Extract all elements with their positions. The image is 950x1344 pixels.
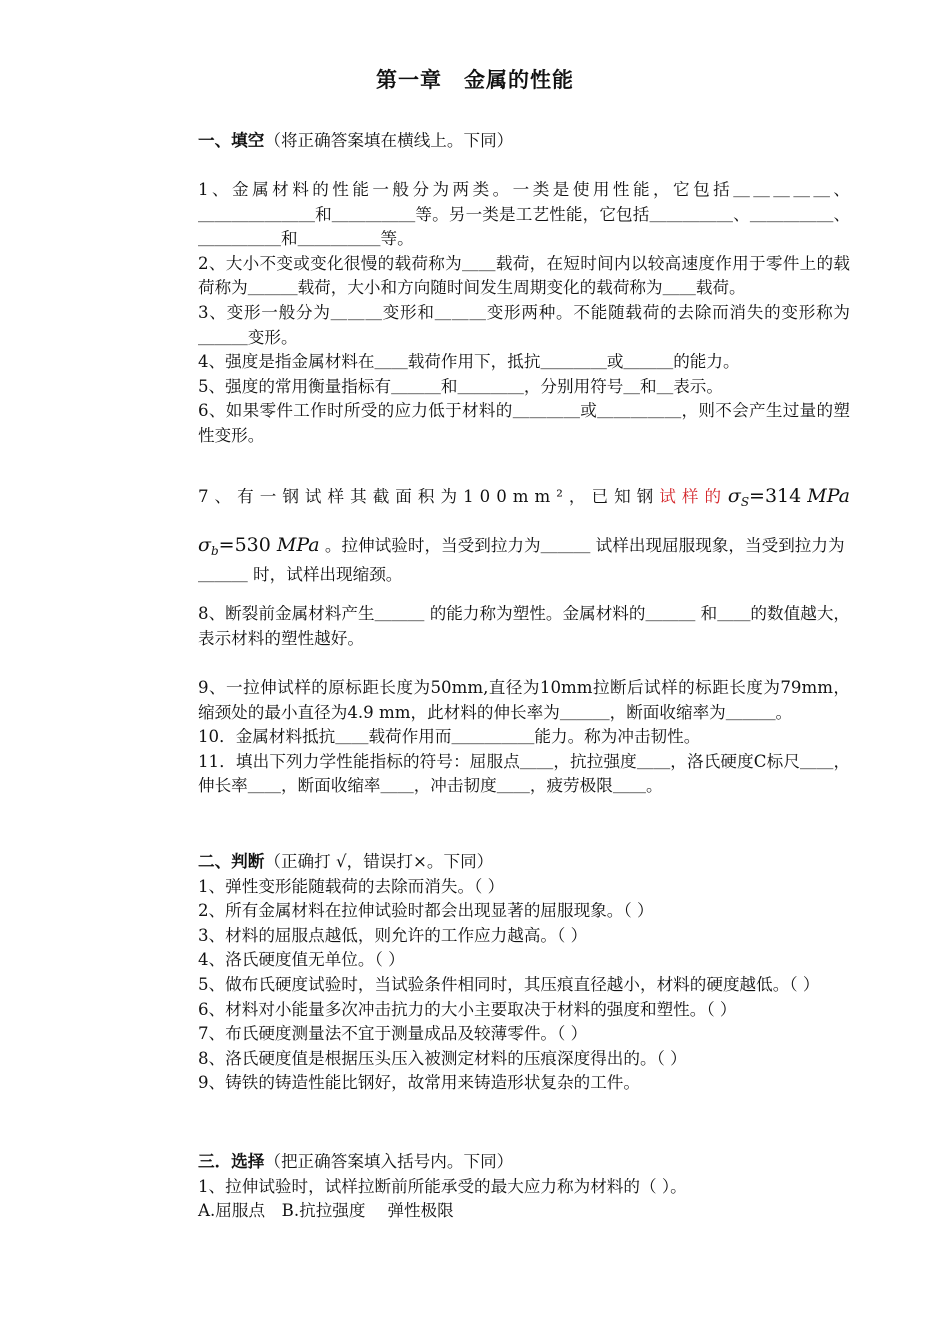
- questions-9-11: [198, 676, 850, 799]
- section-heading: 三．选择（把正确答案填入括号内。下同）: [198, 1151, 514, 1171]
- fill-blank-questions: [198, 178, 850, 449]
- list-item: 8、洛氏硬度值是根据压头压入被测定材料的压痕深度得出的。（ ）: [198, 1048, 687, 1068]
- list-item: 9、铸铁的铸造性能比钢好，故常用来铸造形状复杂的工件。: [198, 1073, 640, 1093]
- list-item: 4、洛氏硬度值无单位。（ ）: [198, 950, 405, 970]
- question-10: 10．金属材料抵抗＿＿载荷作用而＿＿＿＿＿能力。称为冲击韧性。: [198, 727, 701, 747]
- section-heading: 二、判断（正确打 √，错误打×。下同）: [198, 851, 494, 871]
- question-7: 7、有一钢试样其截面积为100mm²，已知钢试样的 $\sigma_S=314$ MPa $\sigma_b=530$ MPa 。拉伸试验时，当受到拉力为＿＿＿ 试样出现屈服现象，当受到拉力为＿＿＿ 时，试样出现缩颈。: [198, 485, 850, 585]
- sigma-b-formula: $\sigma_b=530$ MPa: [198, 533, 320, 558]
- question-2: 2、大小不变或变化很慢的载荷称为＿＿载荷，在短时间内以较高速度作用于零件上的载荷称为＿＿＿载荷，大小和方向随时间发生周期变化的载荷称为＿＿载荷。: [198, 253, 851, 298]
- list-item: 3、材料的屈服点越低，则允许的工作应力越高。（ ）: [198, 925, 588, 945]
- list-item: 5、做布氏硬度试验时，当试验条件相同时，其压痕直径越小，材料的硬度越低。（ ）: [198, 974, 820, 994]
- section-heading: 一、填空（将正确答案填在横线上。下同）: [198, 130, 514, 150]
- list-item: 1、弹性变形能随载荷的去除而消失。（ ）: [198, 876, 505, 896]
- section-fill-blank: [198, 128, 850, 154]
- highlighted-text: 试样的: [659, 487, 728, 506]
- question-1: 1、金属材料的性能一般分为两类。一类是使用性能，它包括＿＿＿＿＿、＿＿＿＿＿＿＿和＿＿＿＿＿等。另一类是工艺性能，它包括＿＿＿＿＿、＿＿＿＿＿、＿＿＿＿＿和＿＿＿＿＿等。: [198, 180, 851, 249]
- section-true-false: [198, 849, 850, 1096]
- sigma-s-formula: $\sigma_S=314$ MPa: [727, 485, 850, 509]
- list-item: 7、布氏硬度测量法不宜于测量成品及较薄零件。（ ）: [198, 1024, 588, 1044]
- question-5: 5、强度的常用衡量指标有＿＿＿和＿＿＿＿，分别用符号＿和＿表示。: [198, 376, 723, 396]
- question-9: 9、一拉伸试样的原标距长度为50mm,直径为10mm拉断后试样的标距长度为79mm，缩颈处的最小直径为4.9 mm，此材料的伸长率为＿＿＿，断面收缩率为＿＿＿。: [198, 678, 850, 722]
- list-item: 6、材料对小能量多次冲击抗力的大小主要取决于材料的强度和塑性。（ ）: [198, 999, 737, 1019]
- section-multiple-choice: [198, 1149, 850, 1224]
- question-3: 3、变形一般分为＿＿＿变形和＿＿＿变形两种。不能随载荷的去除而消失的变形称为＿＿＿变形。: [198, 302, 851, 347]
- question-4: 4、强度是指金属材料在＿＿载荷作用下，抵抗＿＿＿＿或＿＿＿的能力。: [198, 352, 740, 372]
- list-item: 2、所有金属材料在拉伸试验时都会出现显著的屈服现象。（ ）: [198, 901, 654, 921]
- question-11: 11．填出下列力学性能指标的符号：屈服点＿＿，抗拉强度＿＿，洛氏硬度C标尺＿＿，伸长率＿＿，断面收缩率＿＿，冲击韧度＿＿，疲劳极限＿＿。: [198, 751, 851, 796]
- question-8: 8、断裂前金属材料产生＿＿＿ 的能力称为塑性。金属材料的＿＿＿ 和＿＿的数值越大，表示材料的塑性越好。: [198, 604, 851, 648]
- question-6: 6、如果零件工作时所受的应力低于材料的＿＿＿＿或＿＿＿＿＿，则不会产生过量的塑性变形。: [198, 401, 851, 445]
- page-title: 第一章 金属的性能: [376, 67, 574, 92]
- answer-options: A.屈服点 B.抗拉强度 弹性极限: [198, 1201, 454, 1221]
- list-item: 1、拉伸试验时，试样拉断前所能承受的最大应力称为材料的（ ）。: [198, 1176, 687, 1196]
